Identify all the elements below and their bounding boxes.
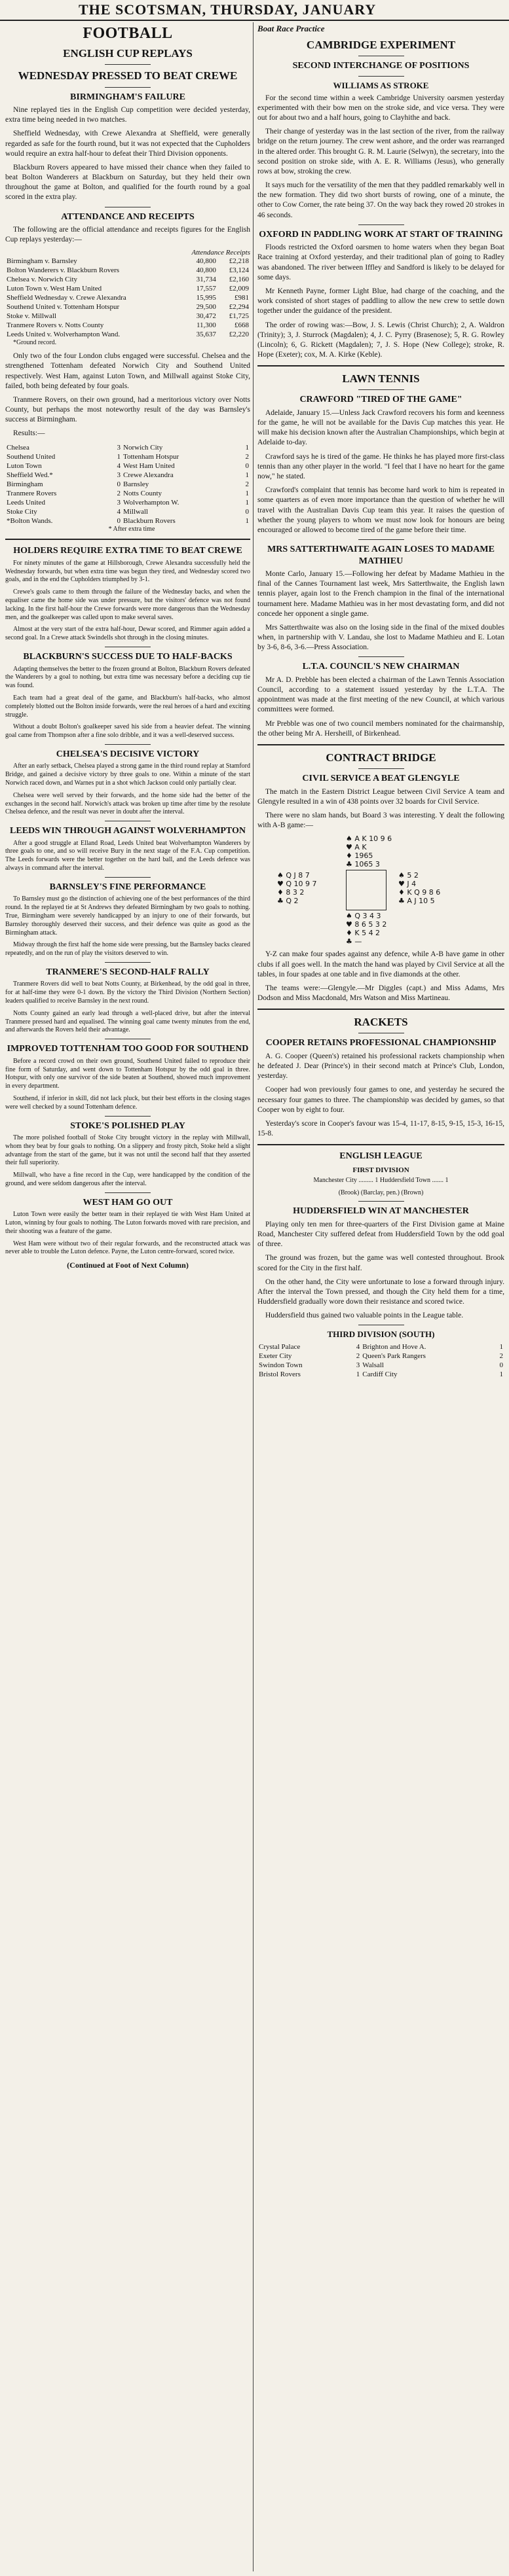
score: 1 (245, 516, 249, 525)
bridge-table (346, 870, 386, 910)
paragraph: Chelsea were well served by their forwards, and the home side had the better of the exchanges in the second half. Norwich's attack was broken up time after time by the resolute Chelsea defence, and the result was never in doubt after the interval. (5, 791, 250, 816)
attendance-table-header: Attendance Receipts (191, 249, 250, 257)
receipts-value: £2,220 (229, 331, 249, 339)
north-diamonds: ♦ 1965 (346, 851, 373, 861)
cup-headline-1: ENGLISH CUP REPLAYS (63, 47, 193, 60)
cambridge-headline-1: CAMBRIDGE EXPERIMENT (306, 39, 456, 51)
west-hand (277, 871, 317, 905)
score: 1 (245, 489, 249, 497)
score: 2 (356, 1352, 360, 1361)
cambridge-headline-3: WILLIAMS AS STROKE (333, 80, 429, 90)
team-name: Southend United (7, 452, 56, 461)
table-row (5, 489, 250, 498)
score: 2 (245, 452, 249, 461)
team-name: Notts County (123, 489, 162, 497)
team-name: Exeter City (259, 1352, 292, 1361)
leeds-headline: LEEDS WIN THROUGH AGAINST WOLVERHAMPTON (10, 826, 246, 836)
score: 1 (245, 443, 249, 452)
third-division-table (257, 1342, 504, 1379)
table-row (5, 507, 250, 516)
receipts-value: £2,218 (229, 257, 249, 266)
west-spades: ♠ Q J 8 7 (277, 871, 310, 880)
receipts-value: £1,725 (229, 312, 249, 321)
receipts-value: £3,124 (229, 266, 249, 275)
score: 3 (117, 443, 121, 452)
paragraph: Floods restricted the Oxford oarsmen to home waters when they began Boat Race training at Oxford yesterday, and their traditional plan of going to Radley was abandoned. The river between Iffley and Sandford is likely to be delayed for some days. (257, 243, 504, 281)
divider (358, 656, 404, 657)
table-row (257, 1370, 504, 1379)
score: 2 (245, 480, 249, 488)
paragraph: For ninety minutes of the game at Hillsborough, Crewe Alexandra successfully held the Wednesday forwards, but when extra time was begun they tired, and Wednesday scored two goals, and in the end the Cupholders triumphed by 3-1. (5, 559, 250, 584)
paragraph: Almost at the very start of the extra half-hour, Dewar scored, and Rimmer again added a second goal. In a Crewe attack Swindells shot through in the closing minutes. (5, 626, 250, 642)
paragraph: Mr Kenneth Payne, former Light Blue, had charge of the coaching, and the work consisted of short stages of paddling to allow the new crew to settle down together under the guidance of the president. (257, 287, 504, 315)
paragraph: Each team had a great deal of the game, and Blackburn's half-backs, who almost completely blotted out the Bolton inside forwards, were the real heroes of a hard and exciting struggle. (5, 694, 250, 719)
paragraph: Only two of the four London clubs engaged were successful. Chelsea and the strengthened Tottenham defeated Norwich City and Southend United respectively. West Ham, against Luton Town, and Millwall against Stoke City, failed, both being defeated by four goals. (5, 352, 250, 390)
paragraph: To Barnsley must go the distinction of achieving one of the best performances of the third round. In the replayed tie at St Andrews they defeated Birmingham by two goals to nothing. True, Birmingham were severely handicapped by an injury to one of their forwards, but Barnsley thoroughly deserved their success, and their defence was quite as good as the Birmingham attack. (5, 895, 250, 937)
table-row (5, 461, 250, 471)
divider (358, 1201, 404, 1202)
attendance-headline: ATTENDANCE AND RECEIPTS (61, 211, 195, 222)
east-diamonds: ♦ K Q 9 8 6 (398, 888, 441, 897)
score: 3 (117, 471, 121, 479)
divider (257, 365, 504, 367)
tranmere-headline: TRANMERE'S SECOND-HALF RALLY (46, 967, 210, 977)
score: 2 (499, 1352, 503, 1361)
score: 0 (245, 507, 249, 516)
south-hand (346, 912, 386, 946)
east-clubs: ♣ A J 10 5 (398, 897, 435, 906)
attendance-value: 40,800 (196, 257, 216, 266)
team-name: Brighton and Hove A. (362, 1343, 426, 1351)
league-headline: ENGLISH LEAGUE (339, 1151, 423, 1162)
bridge-headline: CONTRACT BRIDGE (326, 751, 436, 764)
team-name: Leeds United (7, 498, 45, 507)
match-name: Chelsea v. Norwich City (7, 276, 78, 284)
league-scorers: (Brook) (Barclay, pen.) (Brown) (338, 1189, 424, 1196)
paragraph: Huddersfield thus gained two valuable points in the League table. (265, 1312, 464, 1320)
team-name: Swindon Town (259, 1361, 303, 1370)
paragraph: Adapting themselves the better to the frozen ground at Bolton, Blackburn Rovers defeated the Wanderers by a goal to nothing, but extra time was necessary before a deciding cup tie was found. (5, 665, 250, 690)
score: 1 (245, 498, 249, 507)
paragraph: Mrs Satterthwaite was also on the losing side in the final of the mixed doubles when, in partnership with V. Landau, she lost to Madame Mathieu and E. Lotan by 3-6, 8-6, 3-6.—Press Association. (257, 623, 504, 652)
south-diamonds: ♦ K 5 4 2 (346, 929, 381, 938)
table-row (5, 330, 250, 339)
lta-headline: L.T.A. COUNCIL'S NEW CHAIRMAN (302, 662, 460, 672)
team-name: Blackburn Rovers (123, 516, 176, 525)
team-name: *Bolton Wands. (7, 516, 53, 525)
bridge-diagram (257, 834, 504, 946)
team-name: Cardiff City (362, 1370, 398, 1379)
oxford-headline: OXFORD IN PADDLING WORK AT START OF TRAINING (259, 229, 503, 240)
match-name: Bolton Wanderers v. Blackburn Rovers (7, 266, 120, 275)
paragraph: Monte Carlo, January 15.—Following her defeat by Madame Mathieu in the final of the Cannes Tournament last week, Mrs Satterthwaite, the English lawn tennis player, again lost to the French champion in the final of the international tournament here. Madame Mathieu was in her most devastating form, and did not concede her opponent a single game. (257, 570, 504, 618)
divider (358, 224, 404, 225)
team-name: Tranmere Rovers (7, 489, 57, 497)
paragraph: Midway through the first half the home side were pressing, but the Barnsley backs cleared repeatedly, and on the run of play the visitors deserved to win. (5, 941, 250, 957)
divider (358, 76, 404, 77)
paragraph: Tranmere Rovers, on their own ground, had a meritorious victory over Notts County, but perhaps the most noteworthy result of the day was Barnsley's success at Birmingham. (5, 395, 250, 424)
receipts-value: £2,009 (229, 285, 249, 293)
team-name: Queen's Park Rangers (362, 1352, 426, 1361)
score: 4 (117, 461, 121, 470)
paragraph: For the second time within a week Cambridge University oarsmen yesterday experimented with their bow men on the stroke side, and vice versa. They were out for about two and a half hours, going to Clayhithe and back. (257, 94, 504, 122)
masthead (0, 0, 509, 21)
tottenham-headline: IMPROVED TOTTENHAM TOO GOOD FOR SOUTHEND (7, 1044, 249, 1054)
attendance-value: 31,734 (196, 276, 216, 284)
divider (358, 539, 404, 540)
paragraph: Adelaide, January 15.—Unless Jack Crawford recovers his form and keenness for the game, he will not be available for the Davis Cup matches this year. He will make his decision known after the Australian Championships, which begin at Adelaide to-day. (257, 408, 504, 447)
paragraph: A. G. Cooper (Queen's) retained his professional rackets championship when he defeated J. Dear (Prince's) in their second match at Prince's Club, London, yesterday. (257, 1052, 504, 1081)
receipts-value: £2,294 (229, 303, 249, 312)
team-name: Norwich City (123, 443, 163, 452)
rackets-headline-2: COOPER RETAINS PROFESSIONAL CHAMPIONSHIP (265, 1038, 497, 1048)
north-clubs: ♣ 1065 3 (346, 860, 380, 869)
paragraph: The following are the official attendance and receipts figures for the English Cup replays yesterday:— (5, 226, 250, 244)
table-row (5, 266, 250, 275)
team-name: Crystal Palace (259, 1343, 301, 1351)
match-name: Tranmere Rovers v. Notts County (7, 321, 104, 330)
paragraph: Their change of yesterday was in the last section of the river, from the railway bridge on the return journey. The crew went ashore, and the order was rearranged in the altered order. This brought G. R. M. Laurie (Selwyn), the secretary, into the second position on stroke side, with A. E. R. Williams (Jesus), who generally rows at bow, stroking the crew. (257, 128, 504, 175)
score: 1 (499, 1343, 503, 1351)
paragraph: West Ham were without two of their regular forwards, and the reconstructed attack was never able to trouble the Luton defence. Payne, the Luton centre-forward, scored twice. (5, 1240, 250, 1256)
cambridge-headline-2: SECOND INTERCHANGE OF POSITIONS (292, 61, 470, 71)
score: 3 (356, 1361, 360, 1370)
divider (105, 64, 151, 65)
divider (105, 1192, 151, 1193)
table-row (5, 480, 250, 489)
divider (105, 877, 151, 878)
attendance-table (5, 257, 250, 339)
receipts-value: £668 (235, 321, 249, 330)
cup-headline-2: WEDNESDAY PRESSED TO BEAT CREWE (18, 69, 238, 82)
paragraph: Yesterday's score in Cooper's favour was 15-4, 11-17, 8-15, 9-15, 15-3, 16-15, 15-8. (257, 1120, 504, 1138)
paragraph: The more polished football of Stoke City brought victory in the replay with Millwall, whom they beat by four goals to nothing. On a slippery and frosty pitch, Stoke held a slight advantage from the start of the game, but it was not until the second half that they asserted their full superiority. (5, 1134, 250, 1167)
table-row (5, 284, 250, 293)
westham-headline: WEST HAM GO OUT (83, 1197, 173, 1208)
team-name: Millwall (123, 507, 148, 516)
team-name: Birmingham (7, 480, 43, 488)
table-row (257, 1361, 504, 1370)
paragraph: Crawford's complaint that tennis has become hard work to him is repeated in some quarters as of even more importance than the question of whether he will travel with the Australian Davis Cup team this year. It raises the question of whether the young players to whom we must now look for honours are being encouraged or allowed to become tired of the game before their time. (257, 486, 504, 534)
paragraph: Southend, if inferior in skill, did not lack pluck, but their best efforts in the closing stages were well checked by a sound Tottenham defence. (5, 1094, 250, 1111)
table-row (5, 321, 250, 330)
team-name: Chelsea (7, 443, 29, 452)
results-note: * After extra time (108, 525, 155, 533)
divider (358, 389, 404, 390)
divider (105, 962, 151, 963)
divider (105, 744, 151, 745)
divider (257, 744, 504, 745)
masthead-text: THE SCOTSMAN, THURSDAY, JANUARY (79, 1, 377, 18)
east-hearts: ♥ J 4 (398, 880, 417, 889)
barnsley-headline: BARNSLEY'S FINE PERFORMANCE (49, 882, 206, 892)
attendance-value: 35,637 (196, 331, 216, 339)
table-row (257, 1342, 504, 1351)
table-note: *Ground record. (13, 339, 57, 347)
results-label: Results:— (13, 429, 45, 438)
receipts-value: £981 (235, 294, 249, 302)
south-clubs: ♣ — (346, 937, 362, 946)
match-name: Luton Town v. West Ham United (7, 285, 102, 293)
results-table (5, 443, 250, 526)
match-name: Birmingham v. Barnsley (7, 257, 77, 266)
paragraph: Without a doubt Bolton's goalkeeper saved his side from a heavier defeat. The winning goal came from Thompson after a fine solo dribble, and it was a well-deserved success. (5, 723, 250, 740)
score: 1 (356, 1370, 360, 1379)
team-name: Tottenham Hotspur (123, 452, 179, 461)
attendance-value: 15,995 (196, 294, 216, 302)
paragraph: There were no slam hands, but Board 3 was interesting. Y dealt the following with A-B game:— (257, 812, 504, 830)
kicker: Boat Race Practice (257, 24, 325, 33)
team-name: Bristol Rovers (259, 1370, 301, 1379)
paragraph: Crewe's goals came to them through the failure of the Wednesday backs, and when the equaliser came the home side was under pressure, but the visitors' defence was not found lacking. In the first half-hour the Crewe forwards were more dangerous than the Wednesday men, and the goalkeeper was called upon to make several saves. (5, 588, 250, 621)
paragraph: Notts County gained an early lead through a well-placed drive, but after the interval Tranmere pressed hard and equalised. The winning goal came twenty minutes from the end, and afterwards the Rovers held their advantage. (5, 1009, 250, 1034)
match-name: Leeds United v. Wolverhampton Wand. (7, 331, 121, 339)
satterthwaite-headline: MRS SATTERTHWAITE AGAIN LOSES TO MADAME MATHIEU (267, 545, 495, 566)
attendance-value: 17,557 (196, 285, 216, 293)
paragraph: Nine replayed ties in the English Cup competition were decided yesterday, extra time being needed in two matches. (5, 106, 250, 124)
paragraph: Sheffield Wednesday, with Crewe Alexandra at Sheffield, were generally regarded as safe for the fourth round, but it was not expected that the Cupholders would require an extra half-hour to defeat their Third Division opponents. (5, 130, 250, 158)
paragraph: Crawford says he is tired of the game. He thinks he has played more first-class tennis than any other player in the world. "I feel that I have no heart for the game now," he stated. (257, 452, 504, 480)
column-rule (253, 22, 254, 2571)
paragraph: Y-Z can make four spades against any defence, while A-B have game in other clubs if all goes well. In the match the hand was played by Civil Service at all the tables, in four spades at one table and in five diamonds at the other. (257, 950, 504, 978)
score: 1 (499, 1370, 503, 1379)
table-row (5, 516, 250, 526)
team-name: Sheffield Wed.* (7, 471, 53, 479)
left-column (5, 22, 250, 2571)
east-hand (398, 871, 440, 905)
team-name: Stoke City (7, 507, 37, 516)
west-hearts: ♥ Q 10 9 7 (277, 880, 317, 889)
east-spades: ♠ 5 2 (398, 871, 419, 880)
table-row (257, 1351, 504, 1361)
holders-headline: HOLDERS REQUIRE EXTRA TIME TO BEAT CREWE (13, 546, 242, 556)
north-hand (346, 834, 392, 868)
continued-note: (Continued at Foot of Next Column) (67, 1261, 189, 1270)
team-name: Crewe Alexandra (123, 471, 174, 479)
stoke-headline: STOKE'S POLISHED PLAY (70, 1120, 185, 1131)
score: 0 (117, 516, 121, 525)
match-name: Stoke v. Millwall (7, 312, 56, 321)
paragraph: Cooper had won previously four games to one, and yesterday he secured the necessary four games to three. The championship was decided by games, so that Cooper won by eight to four. (257, 1086, 504, 1114)
huddersfield-headline: HUDDERSFIELD WIN AT MANCHESTER (293, 1206, 469, 1217)
score: 0 (117, 480, 121, 488)
match-name: Sheffield Wednesday v. Crewe Alexandra (7, 294, 126, 302)
blackburn-headline: BLACKBURN'S SUCCESS DUE TO HALF-BACKS (23, 652, 233, 662)
divider (358, 768, 404, 769)
north-hearts: ♥ A K (346, 843, 367, 852)
paragraph: Mr A. D. Prebble has been elected a chairman of the Lawn Tennis Association Council, according to a statement issued yesterday by the L.T.A. The appointment was made at the first meeting of the new Council, at which various committees were formed. (257, 675, 504, 714)
paragraph: Before a record crowd on their own ground, Southend United failed to reproduce their fine form of Saturday, and went down to Tottenham Hotspur by the odd goal in three. Hotspur, with only one survivor of the side beaten at Southend, showed much improvement in every department. (5, 1057, 250, 1090)
paragraph: Playing only ten men for three-quarters of the First Division game at Maine Road, Manchester City suffered defeat from Huddersfield Town by the odd goal of three. (257, 1220, 504, 1249)
paragraph: The teams were:—Glengyle.—Mr Diggles (capt.) and Miss Adams, Mrs Dodson and Miss Macdonald, Mrs Watson and Miss Martineau. (257, 984, 504, 1003)
divider (105, 87, 151, 88)
third-division-headline: THIRD DIVISION (SOUTH) (327, 1329, 435, 1340)
paragraph: The match in the Eastern District League between Civil Service A team and Glengyle resulted in a win of 438 points over 32 boards for Civil Service. (257, 787, 504, 806)
divider (5, 539, 250, 540)
paragraph: After an early setback, Chelsea played a strong game in the third round replay at Stamford Bridge, and gained a decisive victory by three goals to one. Within a minute of the start Norwich raced down, and Warnes put in a shot which Jackson could only partially clear. (5, 762, 250, 787)
team-name: Walsall (362, 1361, 384, 1370)
bridge-headline-2: CIVIL SERVICE A BEAT GLENGYLE (302, 774, 460, 784)
table-row (5, 275, 250, 284)
paragraph: After a good struggle at Elland Road, Leeds United beat Wolverhampton Wanderers by three goals to one, and so will receive Bury in the next stage of the F.A. Cup competition. The Leeds forwards were the better together on the hard ball, and the Leeds defence was always in command after the interval. (5, 839, 250, 872)
table-row (5, 471, 250, 480)
divider (257, 1144, 504, 1145)
league-subheadline: FIRST DIVISION (352, 1166, 409, 1174)
team-name: Wolverhampton W. (123, 498, 179, 507)
paragraph: Mr Prebble was one of two council members nominated for the chairmanship, the other being Mr A. Hersheill, of Birkenhead. (257, 719, 504, 738)
tennis-headline: LAWN TENNIS (342, 372, 420, 385)
divider (257, 1009, 504, 1010)
south-spades: ♠ Q 3 4 3 (346, 912, 381, 921)
paragraph: On the other hand, the City were unfortunate to lose a forward through injury. After the interval the Town pressed, and though the City held them for a time, Huddersfield gradually wore down their resistance and scored twice. (257, 1278, 504, 1306)
south-hearts: ♥ 8 6 5 3 2 (346, 920, 387, 929)
attendance-value: 30,472 (196, 312, 216, 321)
table-row (5, 443, 250, 452)
score: 1 (117, 452, 121, 461)
team-name: Luton Town (7, 461, 42, 470)
west-diamonds: ♦ 8 3 2 (277, 888, 305, 897)
score: 3 (117, 498, 121, 507)
attendance-value: 29,500 (196, 303, 216, 312)
section-title: FOOTBALL (83, 25, 173, 42)
right-column (257, 22, 504, 2571)
receipts-value: £2,160 (229, 276, 249, 284)
table-row (5, 302, 250, 312)
score: 2 (117, 489, 121, 497)
paragraph: Luton Town were easily the better team in their replayed tie with West Ham United at Luton, winning by four goals to nothing. The Luton forwards moved with rare precision, and their shooting was a feature of the game. (5, 1211, 250, 1235)
table-row (5, 293, 250, 302)
paragraph: Tranmere Rovers did well to beat Notts County, at Birkenhead, by the odd goal in three, for at half-time they were 0-1 down. By the victory the Third Division (Northern Section) leaders qualified to receive Barnsley in the next round. (5, 980, 250, 1005)
team-name: West Ham United (123, 461, 175, 470)
paragraph: It says much for the versatility of the men that they paddled remarkably well in the new formation. They did two short bursts of rowing, one of a minute, the other to Cow Corner, the rate being 37. On the way back they rowed 20 strokes in 46 seconds. (257, 181, 504, 219)
divider (105, 1116, 151, 1117)
table-row (5, 257, 250, 266)
paragraph: The ground was frozen, but the game was well contested throughout. Brook scored for the City in the first half. (257, 1254, 504, 1272)
table-row (5, 312, 250, 321)
score: 0 (499, 1361, 503, 1370)
score: 4 (356, 1343, 360, 1351)
rackets-headline: RACKETS (354, 1016, 408, 1029)
paragraph: Blackburn Rovers appeared to have missed their chance when they failed to beat Bolton Wanderers at Blackburn on Saturday, but they held their own throughout the game at Bolton, and qualified for the fourth round by a goal scored in the extra play. (5, 163, 250, 202)
match-name: Southend United v. Tottenham Hotspur (7, 303, 120, 312)
league-result: Manchester City ......... 1 Huddersfield Town ....... 1 (313, 1176, 449, 1184)
paragraph: The order of rowing was:—Bow, J. S. Lewis (Christ Church); 2, A. Waldron (Trinity); 3, J. Sturrock (Magdalen); 4, J. C. Pyrry (Brasenose); 5, R. G. Rowley (Lincoln); 6, G. Rickett (Magdalen); 7, J. S. Hope (New College); stroke, R. Hope (Exeter); cox, M. A. Kirke (Keble). (257, 321, 504, 359)
table-row (5, 498, 250, 507)
north-spades: ♠ A K 10 9 6 (346, 834, 392, 844)
west-clubs: ♣ Q 2 (277, 897, 299, 906)
attendance-value: 11,300 (196, 321, 216, 330)
chelsea-headline: CHELSEA'S DECISIVE VICTORY (56, 749, 200, 759)
table-row (5, 452, 250, 461)
paragraph: Millwall, who have a fine record in the Cup, were handicapped by the condition of the ground, and were seldom dangerous after the interval. (5, 1172, 250, 1187)
team-name: Barnsley (123, 480, 149, 488)
cup-headline-3: BIRMINGHAM'S FAILURE (70, 92, 185, 102)
score: 0 (245, 461, 249, 470)
attendance-value: 40,800 (196, 266, 216, 275)
score: 1 (245, 471, 249, 479)
score: 4 (117, 507, 121, 516)
tennis-headline-2: CRAWFORD "TIRED OF THE GAME" (299, 395, 462, 405)
